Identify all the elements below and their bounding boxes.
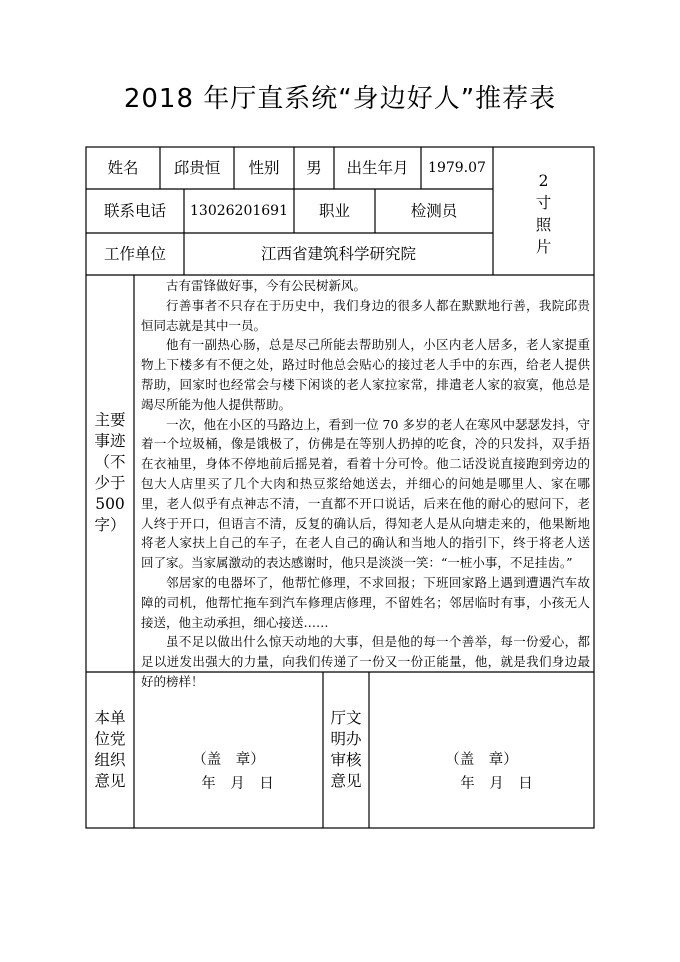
unit-value: 江西省建筑科学研究院 <box>260 244 416 263</box>
deeds-paragraph: 他有一副热心肠，总是尽己所能去帮助别人，小区内老人居多，老人家提重物上下楼多有不便之处，路过时他总会贴心的接过老人手中的东西，给老人提供帮助，回家时也经常会与楼下闲谈的老人家拉家常，排遣老人家的寂寞，他总是竭尽所能为他人提供帮助。 <box>141 337 590 412</box>
office-date-text: 年 月 日 <box>460 776 533 792</box>
phone-value: 13026201691 <box>190 202 288 219</box>
deeds-paragraph: 虽不足以做出什么惊天动地的大事，但是他的每一个善举，每一份爱心，都足以迸发出强大的力量，向我们传递了一份又一份正能量，他，就是我们身边最好的榜样！ <box>141 634 590 689</box>
birth-value: 1979.07 <box>428 159 486 176</box>
gender-label: 性别 <box>248 158 280 177</box>
unit-opinion-stamp <box>134 748 323 796</box>
unit-seal-text: （盖 章） <box>192 752 265 768</box>
office-opinion-label: 厅文 明办 审核 意见 <box>330 709 362 790</box>
deeds-paragraph: 一次，他在小区的马路边上，看到一位 70 多岁的老人在寒风中瑟瑟发抖，守着一个垃圾桶，像是饿极了，仿佛是在等别人扔掉的吃食，冷的只发抖，双手捂在衣袖里，身体不停地前后摇晃着，看着十分可怜。他二话没说直接跑到旁边的包大人店里买了几个大肉和热豆浆给她送去，并细心的问她是哪里人、家在哪里，老人似乎有点神志不清，一直都不开口说话，后来在他的耐心的慰问下，老人终于开口，但语言不清，反复的确认后，得知老人是从向塘走来的，他果断地将老人家扶上自己的车子，在老人自己的确认和当地人的指引下，终于将老人送回了家。当家属激动的表达感谢时，他只是淡淡一笑：“一桩小事，不足挂齿。” <box>141 416 590 571</box>
unit-date-text: 年 月 日 <box>201 776 274 792</box>
unit-label: 工作单位 <box>103 244 166 263</box>
birth-label: 出生年月 <box>346 158 409 177</box>
name-label: 姓名 <box>107 158 139 177</box>
gender-value: 男 <box>306 158 322 177</box>
deeds-label: 主要 事迹 （不 少于 500 字） <box>94 411 126 534</box>
photo-placeholder: 2 寸 照 片 <box>535 172 552 256</box>
deeds-paragraph: 邻居家的电器坏了，他帮忙修理，不求回报；下班回家路上遇到遭遇汽车故障的司机，他帮忙拖车到汽车修理店修理，不留姓名；邻居临时有事，小孩无人接送，他主动承担，细心接送…… <box>141 574 590 630</box>
job-label: 职业 <box>318 201 350 220</box>
deeds-essay <box>141 276 590 692</box>
deeds-paragraph: 行善事者不只存在于历史中，我们身边的很多人都在默默地行善，我院邱贵恒同志就是其中一员。 <box>141 297 590 333</box>
page-title: 2018 年厅直系统“身边好人”推荐表 <box>123 84 557 114</box>
deeds-paragraph: 古有雷锋做好事，今有公民树新风。 <box>166 278 367 293</box>
office-seal-text: （盖 章） <box>445 752 518 768</box>
phone-label: 联系电话 <box>103 201 166 220</box>
office-opinion-stamp <box>369 748 594 796</box>
job-value: 检测员 <box>410 201 458 220</box>
unit-opinion-label: 本单 位党 组织 意见 <box>94 709 126 790</box>
name-value: 邱贵恒 <box>173 158 221 177</box>
